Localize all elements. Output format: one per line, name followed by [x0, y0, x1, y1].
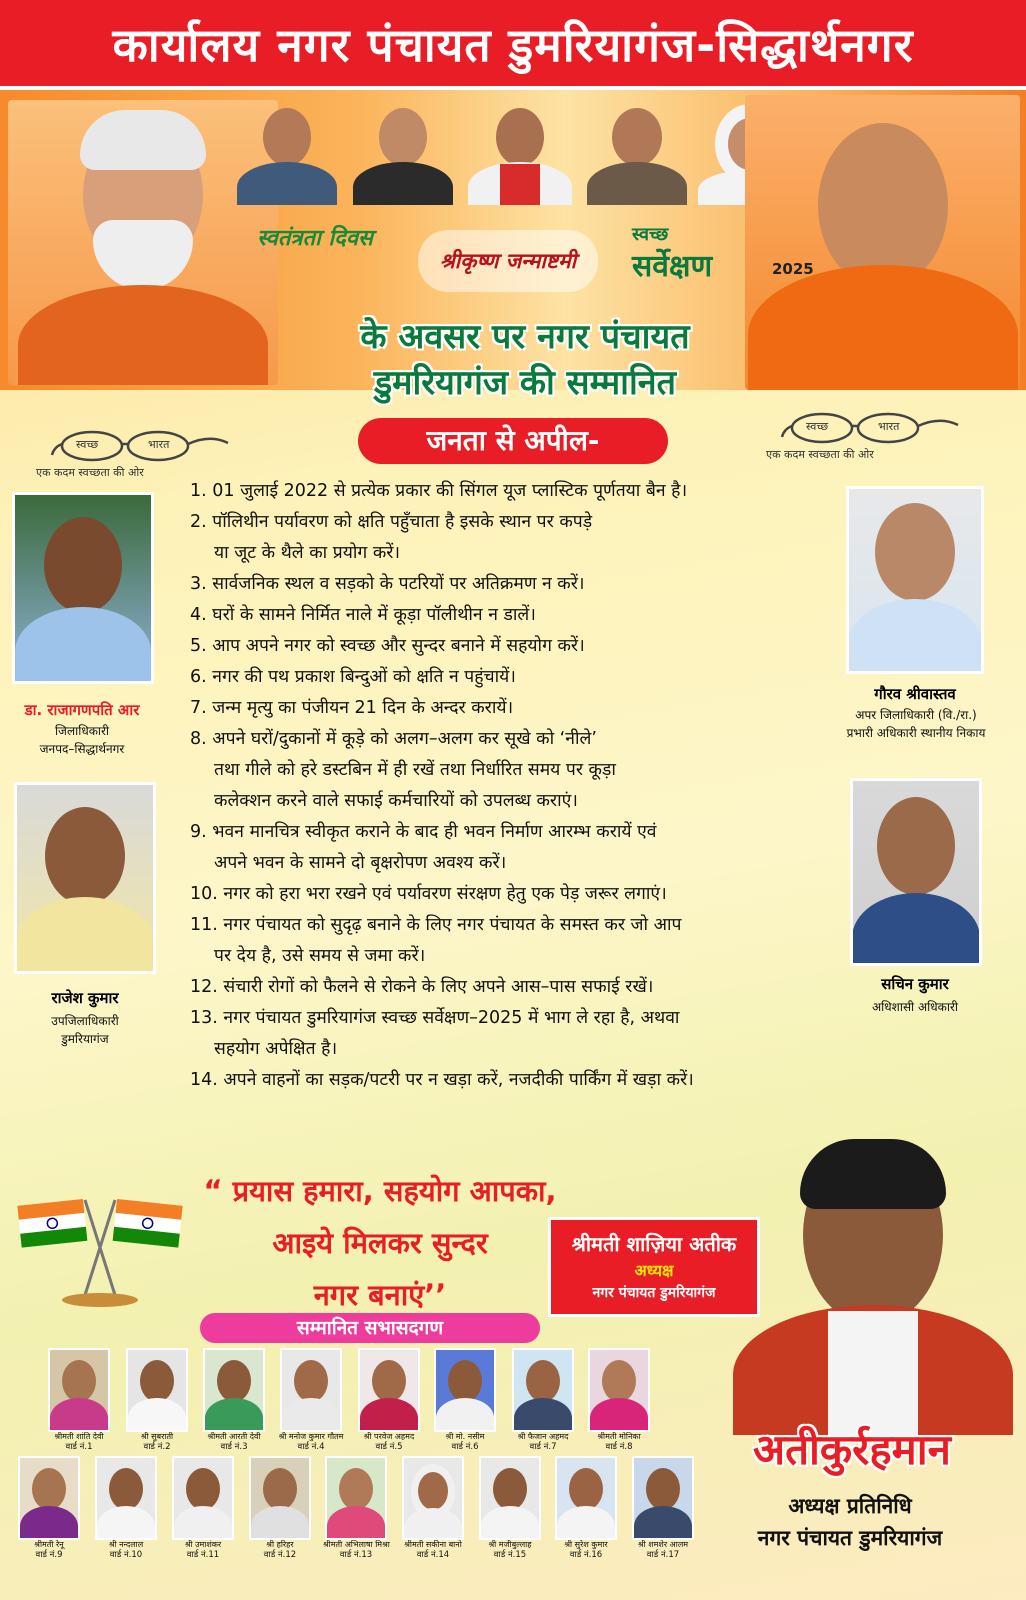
member-card [93, 1456, 159, 1560]
member-card [553, 1456, 619, 1560]
member-card [46, 1348, 112, 1452]
member-name: श्री सुरेश कुमार [564, 1540, 608, 1549]
swachh-right-word: स्वच्छ [806, 420, 829, 433]
hero-title-line2: डुमरियागंज की सम्मानित [373, 363, 677, 403]
member-card [510, 1348, 576, 1452]
officer-role-dm [0, 722, 164, 758]
bharat-right-word: भारत [878, 420, 900, 433]
member-card [170, 1456, 236, 1560]
officer-role-adm-1: अपर जिलाधिकारी (वि./रा.) [855, 708, 977, 722]
member-name: श्रीमती रेनू [34, 1540, 64, 1549]
appeal-item: 7. जन्म मृत्यु का पंजीयन 21 दिन के अन्दर करायें। [190, 698, 514, 718]
representative-role-1: अध्यक्ष प्रतिनिधि [788, 1494, 912, 1518]
slogan [170, 1165, 590, 1321]
officer-photo-dm [12, 492, 154, 684]
member-ward: वार्ड नं.1 [65, 1442, 93, 1452]
appeal-item: 3. सार्वजनिक स्थल व सड़को के पटरियों पर अतिक्रमण न करें। [190, 574, 585, 594]
member-name: श्रीमती सकीना बानो [404, 1540, 462, 1549]
member-card [432, 1348, 498, 1452]
leader-photo-4 [582, 100, 692, 205]
officer-name-adm: गौरव श्रीवास्तव [874, 685, 956, 703]
member-name: श्रीमती शांति देवी [54, 1432, 104, 1441]
appeal-item: 4. घरों के सामने निर्मित नाले में कूड़ा पॉलीथीन न डालें। [190, 605, 536, 625]
member-name: श्री सुबराती [140, 1432, 174, 1441]
member-card [278, 1348, 344, 1452]
member-name: श्री मजीबुल्लाह [488, 1540, 532, 1549]
member-ward: वार्ड नं.17 [646, 1550, 680, 1560]
member-card [477, 1456, 543, 1560]
appeal-item: कलेक्शन करने वाले सफाई कर्मचारियों को उपलब्ध कराएं। [214, 791, 578, 811]
member-name: श्री शमशेर आलम [637, 1540, 689, 1549]
leader-photo-1 [232, 100, 342, 205]
officer-photo-sdm [14, 782, 156, 974]
member-ward: वार्ड नं.5 [375, 1442, 403, 1452]
member-ward: वार्ड नं.12 [263, 1550, 297, 1560]
officer-photo-adm [846, 486, 984, 674]
appeal-item: अपने भवन के सामने दो बृक्षरोपण अवश्य करें। [214, 853, 507, 873]
appeal-item: या जूट के थैले का प्रयोग करें। [214, 543, 401, 563]
chairperson-place: नगर पंचायत डुमरियागंज [592, 1285, 716, 1301]
swachh-survey-main: सर्वेक्षण [632, 249, 713, 284]
officer-name-dm: डा. राजागणपति आर [24, 701, 140, 719]
appeal-item: 14. अपने वाहनों का सड़क/पटरी पर न खड़ा करें, नजदीकी पार्किंग में खड़ा करें। [190, 1070, 694, 1090]
independence-day-logo: स्वतंत्रता दिवस [257, 226, 373, 251]
slogan-line1: “ प्रयास हमारा, सहयोग आपका, [203, 1174, 557, 1208]
member-name: श्रीमती मोनिका [597, 1432, 641, 1441]
representative-role [700, 1490, 1000, 1554]
appeal-item: 2. पॉलिथीन पर्यावरण को क्षति पहुँचाता है इसके स्थान पर कपड़े [190, 512, 593, 532]
slogan-line2: आइये मिलकर सुन्दर [272, 1226, 488, 1260]
member-name: श्री फैजान अहमद [517, 1432, 569, 1441]
member-card [247, 1456, 313, 1560]
member-name: श्रीमती आरती देवी [207, 1432, 261, 1441]
member-card [323, 1456, 389, 1560]
appeal-item: 12. संचारी रोगों को फैलने से रोकने के लिए अपने आस–पास सफाई रखें। [190, 977, 654, 997]
appeal-item: तथा गीले को हरे डस्टबिन में ही रखें तथा निर्धारित समय पर कूड़ा [214, 760, 616, 780]
appeal-item: 1. 01 जुलाई 2022 से प्रत्येक प्रकार की सिंगल यूज प्लास्टिक पूर्णतया बैन है। [190, 481, 688, 501]
member-ward: वार्ड नं.16 [569, 1550, 603, 1560]
appeal-item: 13. नगर पंचायत डुमरियागंज स्वच्छ सर्वेक्षण–2025 में भाग ले रहा है, अथवा [190, 1008, 680, 1028]
member-ward: वार्ड नं.9 [35, 1550, 63, 1560]
member-card [400, 1456, 466, 1560]
officer-role-adm [826, 706, 1006, 742]
appeal-banner: जनता से अपील- [358, 418, 668, 464]
hero-title-line1: के अवसर पर नगर पंचायत [360, 317, 690, 357]
janmashtami-logo [418, 230, 598, 292]
member-ward: वार्ड नं.2 [143, 1442, 171, 1452]
member-ward: वार्ड नं.13 [339, 1550, 373, 1560]
swachh-survey-year: 2025 [772, 260, 814, 278]
appeal-item: सहयोग अपेक्षित है। [214, 1039, 338, 1059]
member-name: श्रीमती अभिलाषा मिश्रा [323, 1540, 390, 1549]
leader-photo-2 [348, 100, 458, 205]
officer-role-dm-1: जिलाधिकारी [54, 724, 110, 738]
appeal-list [190, 476, 850, 1096]
member-card [586, 1348, 652, 1452]
officer-role-adm-2: प्रभारी अधिकारी स्थानीय निकाय [846, 726, 986, 740]
representative-photo [728, 1135, 1018, 1435]
officer-role-dm-2: जनपद–सिद्धार्थनगर [39, 742, 125, 756]
member-ward: वार्ड नं.3 [220, 1442, 248, 1452]
crossed-flags-icon [15, 1190, 185, 1310]
officer-role-eo-1: अधिशासी अधिकारी [872, 1000, 958, 1014]
leader-photo-3 [462, 100, 577, 205]
officer-photo-eo [850, 778, 982, 966]
swachh-tagline-left: एक कदम स्वच्छता की ओर [36, 466, 144, 479]
member-name: श्री परवेज अहमद [363, 1432, 415, 1441]
member-card [16, 1456, 82, 1560]
chairperson-name: श्रीमती शाज़िया अतीक [571, 1232, 737, 1256]
officer-name-sdm: राजेश कुमार [51, 989, 119, 1007]
swachh-tagline-right: एक कदम स्वच्छता की ओर [766, 448, 874, 461]
member-ward: वार्ड नं.8 [605, 1442, 633, 1452]
appeal-item: पर देय है, उसे समय से जमा करें। [214, 946, 426, 966]
appeal-item: 8. अपने घरों/दुकानों में कूड़े को अलग–अलग कर सूखे को ‘नीले’ [190, 729, 597, 749]
slogan-line3: नगर बनाएं’’ [313, 1278, 447, 1312]
swachh-left-word: स्वच्छ [76, 438, 99, 451]
janmashtami-label: श्रीकृष्ण जन्माष्टमी [439, 249, 577, 273]
appeal-item: 5. आप अपने नगर को स्वच्छ और सुन्दर बनाने में सहयोग करें। [190, 636, 585, 656]
appeal-item: 10. नगर को हरा भरा रखने एवं पर्यावरण संरक्षण हेतु एक पेड़ जरूर लगाएं। [190, 884, 667, 904]
appeal-item: 6. नगर की पथ प्रकाश बिन्दुओं को क्षति न पहुंचायें। [190, 667, 516, 687]
officer-role-sdm-1: उपजिलाधिकारी [51, 1014, 119, 1028]
appeal-item: 11. नगर पंचायत को सुदृढ़ बनाने के लिए नगर पंचायत के समस्त कर जो आप [190, 915, 682, 935]
member-ward: वार्ड नं.15 [493, 1550, 527, 1560]
member-card [356, 1348, 422, 1452]
page-title: कार्यालय नगर पंचायत डुमरियागंज-सिद्धार्थनगर [0, 0, 1026, 90]
member-name: श्री उमाशंकर [184, 1540, 222, 1549]
member-card [201, 1348, 267, 1452]
member-ward: वार्ड नं.11 [186, 1550, 220, 1560]
officer-name-eo: सचिन कुमार [881, 975, 949, 993]
swachh-survey-top: स्वच्छ [632, 224, 669, 245]
member-ward: वार्ड नं.14 [416, 1550, 450, 1560]
representative-name: अतीकुर्रहमान [753, 1425, 951, 1474]
bharat-left-word: भारत [148, 438, 170, 451]
officer-role-eo [830, 998, 1000, 1016]
representative-role-2: नगर पंचायत डुमरियागंज [757, 1526, 943, 1550]
member-name: श्री हरिहर [266, 1540, 294, 1549]
members-banner: सम्मानित सभासदगण [200, 1313, 540, 1343]
member-name: श्री नन्दलाल [108, 1540, 144, 1549]
officer-role-sdm-2: डुमरियागंज [61, 1032, 109, 1046]
member-card [630, 1456, 696, 1560]
leader-photo-right [745, 95, 1020, 390]
member-name: श्री मो. नसीम [445, 1432, 485, 1441]
member-card [124, 1348, 190, 1452]
member-ward: वार्ड नं.10 [109, 1550, 143, 1560]
chairperson-role: अध्यक्ष [634, 1261, 674, 1280]
member-name: श्री मनोज कुमार गौतम [278, 1432, 344, 1441]
member-ward: वार्ड नं.6 [451, 1442, 479, 1452]
member-ward: वार्ड नं.4 [297, 1442, 325, 1452]
appeal-item: 9. भवन मानचित्र स्वीकृत कराने के बाद ही भवन निर्माण आरम्भ करायें एवं [190, 822, 657, 842]
hero-section [0, 90, 1026, 403]
swachh-bharat-logo-right [766, 407, 976, 467]
officer-role-sdm [0, 1012, 170, 1048]
member-ward: वार्ड नं.7 [529, 1442, 557, 1452]
